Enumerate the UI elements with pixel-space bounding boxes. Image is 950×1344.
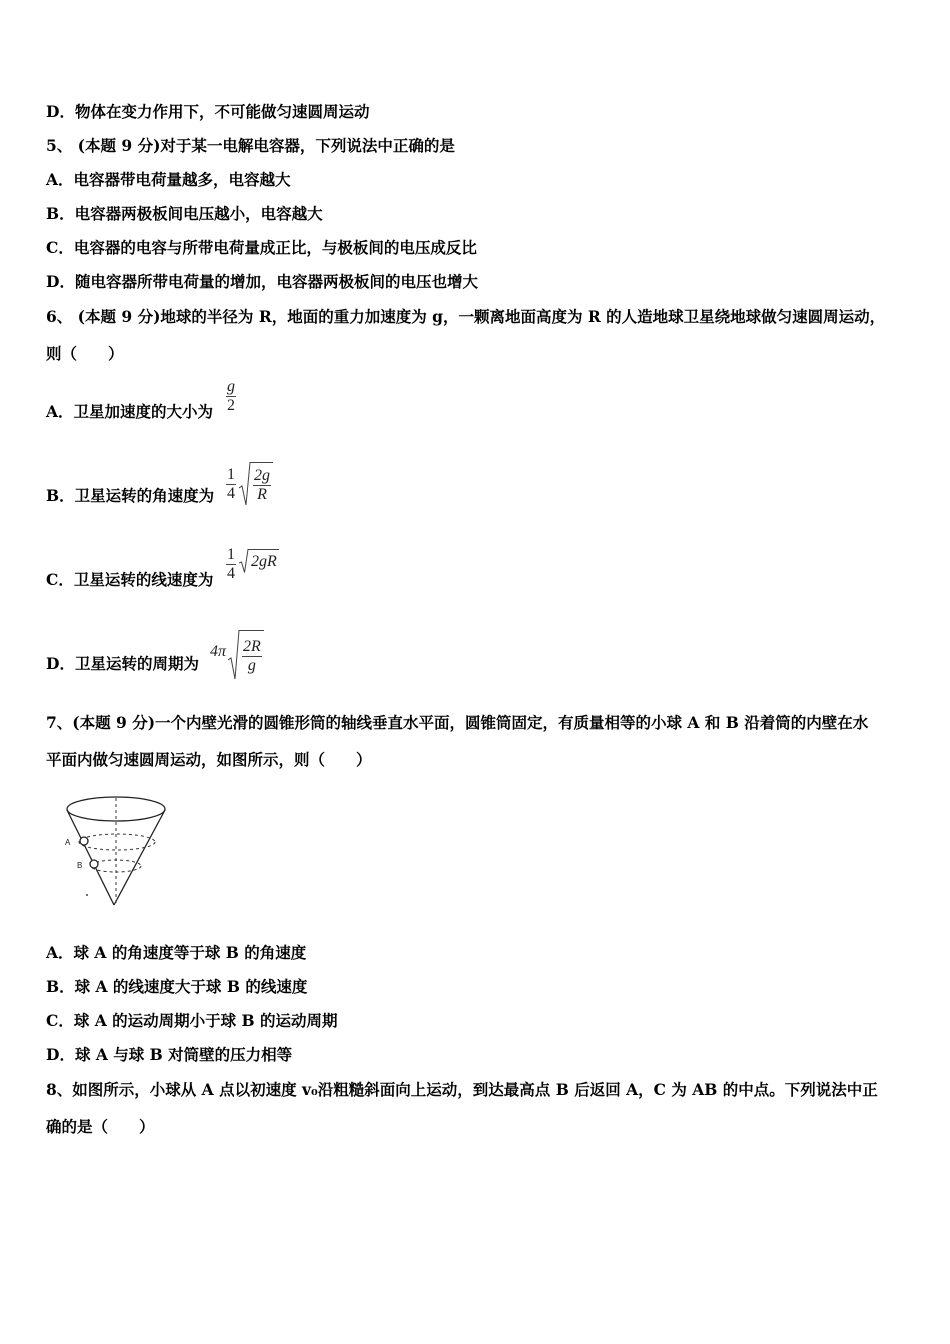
q6-option-d-label: D．卫星运转的周期为 — [46, 654, 199, 673]
fraction-denominator: g — [247, 657, 256, 674]
q7-option-a: A．球 A 的角速度等于球 B 的角速度 — [46, 943, 307, 962]
q6b-formula — [226, 462, 273, 506]
square-root — [239, 549, 279, 573]
fraction-numerator: 2R — [243, 638, 261, 655]
coefficient-fraction — [226, 466, 236, 503]
fraction-numerator: 1 — [227, 546, 235, 563]
radicand-fraction — [242, 638, 262, 675]
label-a: A — [65, 838, 71, 847]
cone-left-wall — [67, 810, 114, 905]
q6a-formula — [226, 378, 236, 415]
radicand — [251, 462, 273, 506]
fraction-denominator: 4 — [227, 484, 235, 502]
fraction — [226, 378, 236, 415]
q5-option-c: C．电容器的电容与所带电荷量成正比，与极板间的电压成反比 — [46, 238, 477, 257]
coefficient-fraction — [226, 546, 236, 583]
q7-option-b: B．球 A 的线速度大于球 B 的线速度 — [46, 977, 308, 996]
fraction-denominator: R — [257, 486, 267, 503]
fraction-numerator: g — [227, 378, 235, 395]
q6-option-a-label: A．卫星加速度的大小为 — [46, 402, 214, 421]
q5-option-b: B．电容器两极板间电压越小，电容越大 — [46, 204, 323, 223]
q6-stem-line2: 则（ ） — [46, 344, 124, 363]
q5-option-a: A．电容器带电荷量越多，电容越大 — [46, 170, 291, 189]
fraction-denominator: 4 — [227, 565, 235, 582]
q6-option-b — [46, 486, 214, 506]
q8-stem-line2: 确的是（ ） — [46, 1117, 155, 1136]
ball-b — [90, 860, 98, 868]
radicand: 2gR — [249, 549, 279, 573]
square-root — [239, 462, 273, 506]
q6-option-b-label: B．卫星运转的角速度为 — [46, 486, 215, 505]
q6d-formula — [210, 630, 264, 680]
q4-option-d: D．物体在变力作用下，不可能做匀速圆周运动 — [46, 102, 370, 121]
q6c-formula — [226, 546, 279, 583]
fraction-denominator: 2 — [227, 397, 235, 414]
q7-stem-line2: 平面内做匀速圆周运动，如图所示，则（ ） — [46, 750, 372, 769]
q7-option-c: C．球 A 的运动周期小于球 B 的运动周期 — [46, 1011, 338, 1030]
radicand — [240, 630, 264, 680]
cone-figure — [52, 788, 192, 918]
q5-stem: 5、 (本题 9 分)对于某一电解电容器，下列说法中正确的是 — [46, 136, 455, 155]
label-b: B — [77, 861, 83, 870]
q6-option-c-label: C．卫星运转的线速度为 — [46, 570, 214, 589]
q6-option-d — [46, 654, 199, 674]
q7-option-d: D．球 A 与球 B 对筒壁的压力相等 — [46, 1045, 293, 1064]
fraction-numerator: 1 — [227, 465, 235, 483]
q7-stem-line1: 7、(本题 9 分)一个内壁光滑的圆锥形筒的轴线垂直水平面，圆锥筒固定，有质量相等的小球 A 和 B 沿着筒的内壁在水 — [46, 713, 869, 732]
q6-option-a — [46, 402, 213, 422]
coefficient: 4π — [210, 643, 227, 660]
radical-sign-icon — [239, 462, 251, 506]
orbit-a — [79, 834, 155, 850]
radicand-fraction — [253, 467, 271, 504]
ball-a — [80, 837, 88, 845]
radical-sign-icon — [239, 549, 249, 573]
square-root — [228, 630, 264, 680]
stray-dot — [86, 894, 88, 896]
q5-option-d: D．随电容器所带电荷量的增加，电容器两极板间的电压也增大 — [46, 272, 478, 291]
cone-right-wall — [114, 810, 165, 905]
fraction-numerator: 2g — [254, 467, 270, 484]
q8-stem-line1: 8、如图所示，小球从 A 点以初速度 v₀沿粗糙斜面向上运动，到达最高点 B 后返回 A，C 为 AB 的中点。下列说法中正 — [46, 1080, 878, 1099]
radical-sign-icon — [228, 630, 240, 680]
q6-option-c — [46, 570, 213, 590]
q6-stem-line1: 6、 (本题 9 分)地球的半径为 R，地面的重力加速度为 g，一颗离地面高度为 R 的人造地球卫星绕地球做匀速圆周运动， — [46, 307, 886, 326]
